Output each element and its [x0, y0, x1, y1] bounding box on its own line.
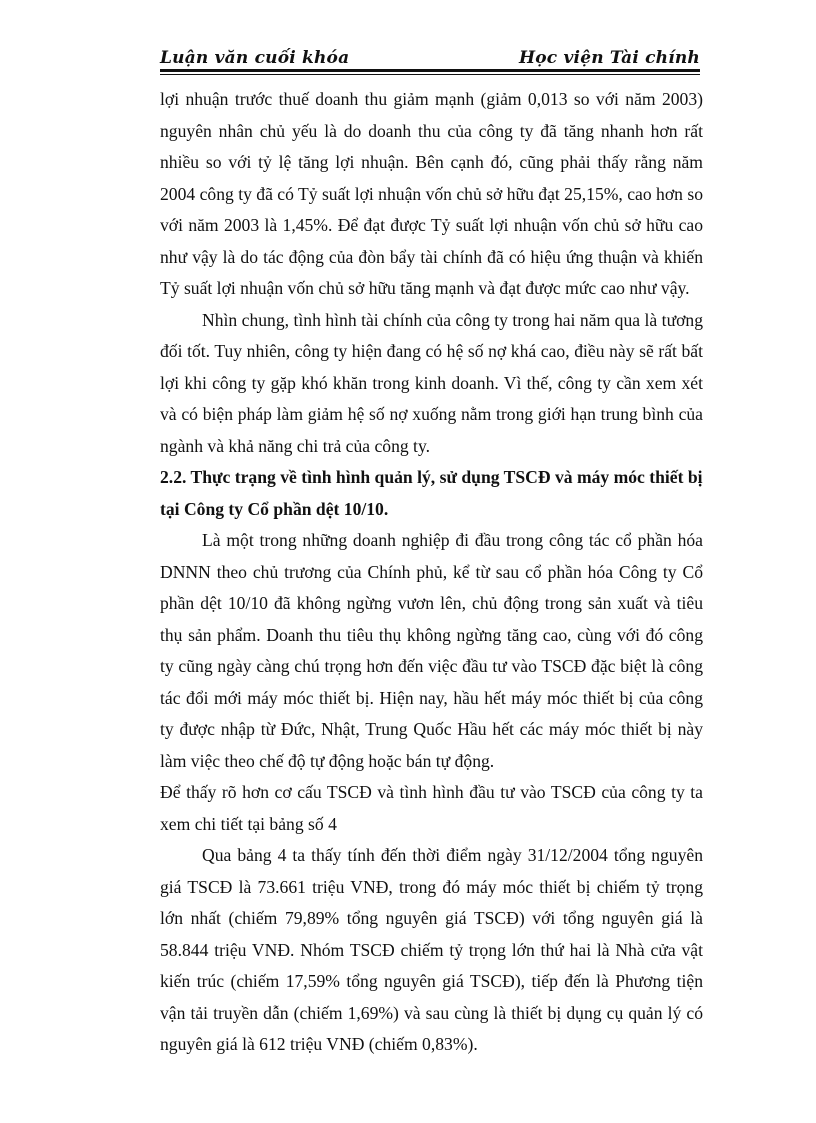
header-rule-thin	[160, 74, 700, 75]
section-heading-2-2	[160, 462, 703, 525]
section-heading-line-2: tại Công ty Cổ phần dệt 10/10.	[160, 498, 389, 519]
header-right-title: Học viện Tài chính	[518, 48, 700, 68]
paragraph-company-overview: Là một trong những doanh nghiệp đi đầu trong công tác cổ phần hóa DNNN theo chủ trương của Chính phủ, kể từ sau cổ phần hóa Công ty Cổ phần dệt 10/10 đã không ngừng vươn lên, chủ động trong sản xuất và tiêu thụ sản phẩm. Doanh thu tiêu thụ không ngừng tăng cao, cùng với đó công ty cũng ngày càng chú trọng hơn đến việc đầu tư vào TSCĐ đặc biệt là công tác đổi mới máy móc thiết bị. Hiện nay, hầu hết máy móc thiết bị của công ty được nhập từ Đức, Nhật, Trung Quốc Hầu hết các máy móc thiết bị này làm việc theo chế độ tự động hoặc bán tự động.	[160, 530, 703, 771]
paragraph-asset-structure: Qua bảng 4 ta thấy tính đến thời điểm ngày 31/12/2004 tổng nguyên giá TSCĐ là 73.661 triệu VNĐ, trong đó máy móc thiết bị chiếm tỷ trọng lớn nhất (chiếm 79,89% tổng nguyên giá TSCĐ) với tổng nguyên giá là 58.844 triệu VNĐ. Nhóm TSCĐ chiếm tỷ trọng lớn thứ hai là Nhà cửa vật kiến trúc (chiếm 17,59% tổng nguyên giá TSCĐ), tiếp đến là Phương tiện vận tải truyền dẫn (chiếm 1,69%) và sau cùng là thiết bị dụng cụ quản lý có nguyên giá là 612 triệu VNĐ (chiếm 0,83%).	[160, 845, 703, 1054]
header-rule-thick	[160, 69, 700, 72]
page-header	[160, 44, 700, 68]
header-left-title: Luận văn cuối khóa	[160, 48, 350, 68]
section-heading-line-1: 2.2. Thực trạng về tình hình quản lý, sử dụng TSCĐ và máy móc thiết bị	[160, 467, 703, 487]
paragraph-profit-analysis: lợi nhuận trước thuế doanh thu giảm mạnh (giảm 0,013 so với năm 2003) nguyên nhân chủ yếu là do doanh thu của công ty đã tăng nhanh hơn rất nhiều so với tỷ lệ tăng lợi nhuận. Bên cạnh đó, cũng phải thấy rằng năm 2004 công ty đã có Tỷ suất lợi nhuận vốn chủ sở hữu đạt 25,15%, cao hơn so với năm 2003 là 1,45%. Để đạt được Tỷ suất lợi nhuận vốn chủ sở hữu cao như vậy là do tác động của đòn bẩy tài chính đã có hiệu ứng thuận và khiến Tỷ suất lợi nhuận vốn chủ sở hữu tăng mạnh và đạt được mức cao như vậy.	[160, 89, 703, 298]
paragraph-table-reference: Để thấy rõ hơn cơ cấu TSCĐ và tình hình đầu tư vào TSCĐ của công ty ta xem chi tiết tại bảng số 4	[160, 782, 703, 834]
document-body	[160, 84, 703, 1061]
paragraph-financial-summary: Nhìn chung, tình hình tài chính của công ty trong hai năm qua là tương đối tốt. Tuy nhiên, công ty hiện đang có hệ số nợ khá cao, điều này sẽ rất bất lợi khi công ty gặp khó khăn trong kinh doanh. Vì thế, công ty cần xem xét và có biện pháp làm giảm hệ số nợ xuống nằm trong giới hạn trung bình của ngành và khả năng chi trả của công ty.	[160, 309, 703, 456]
